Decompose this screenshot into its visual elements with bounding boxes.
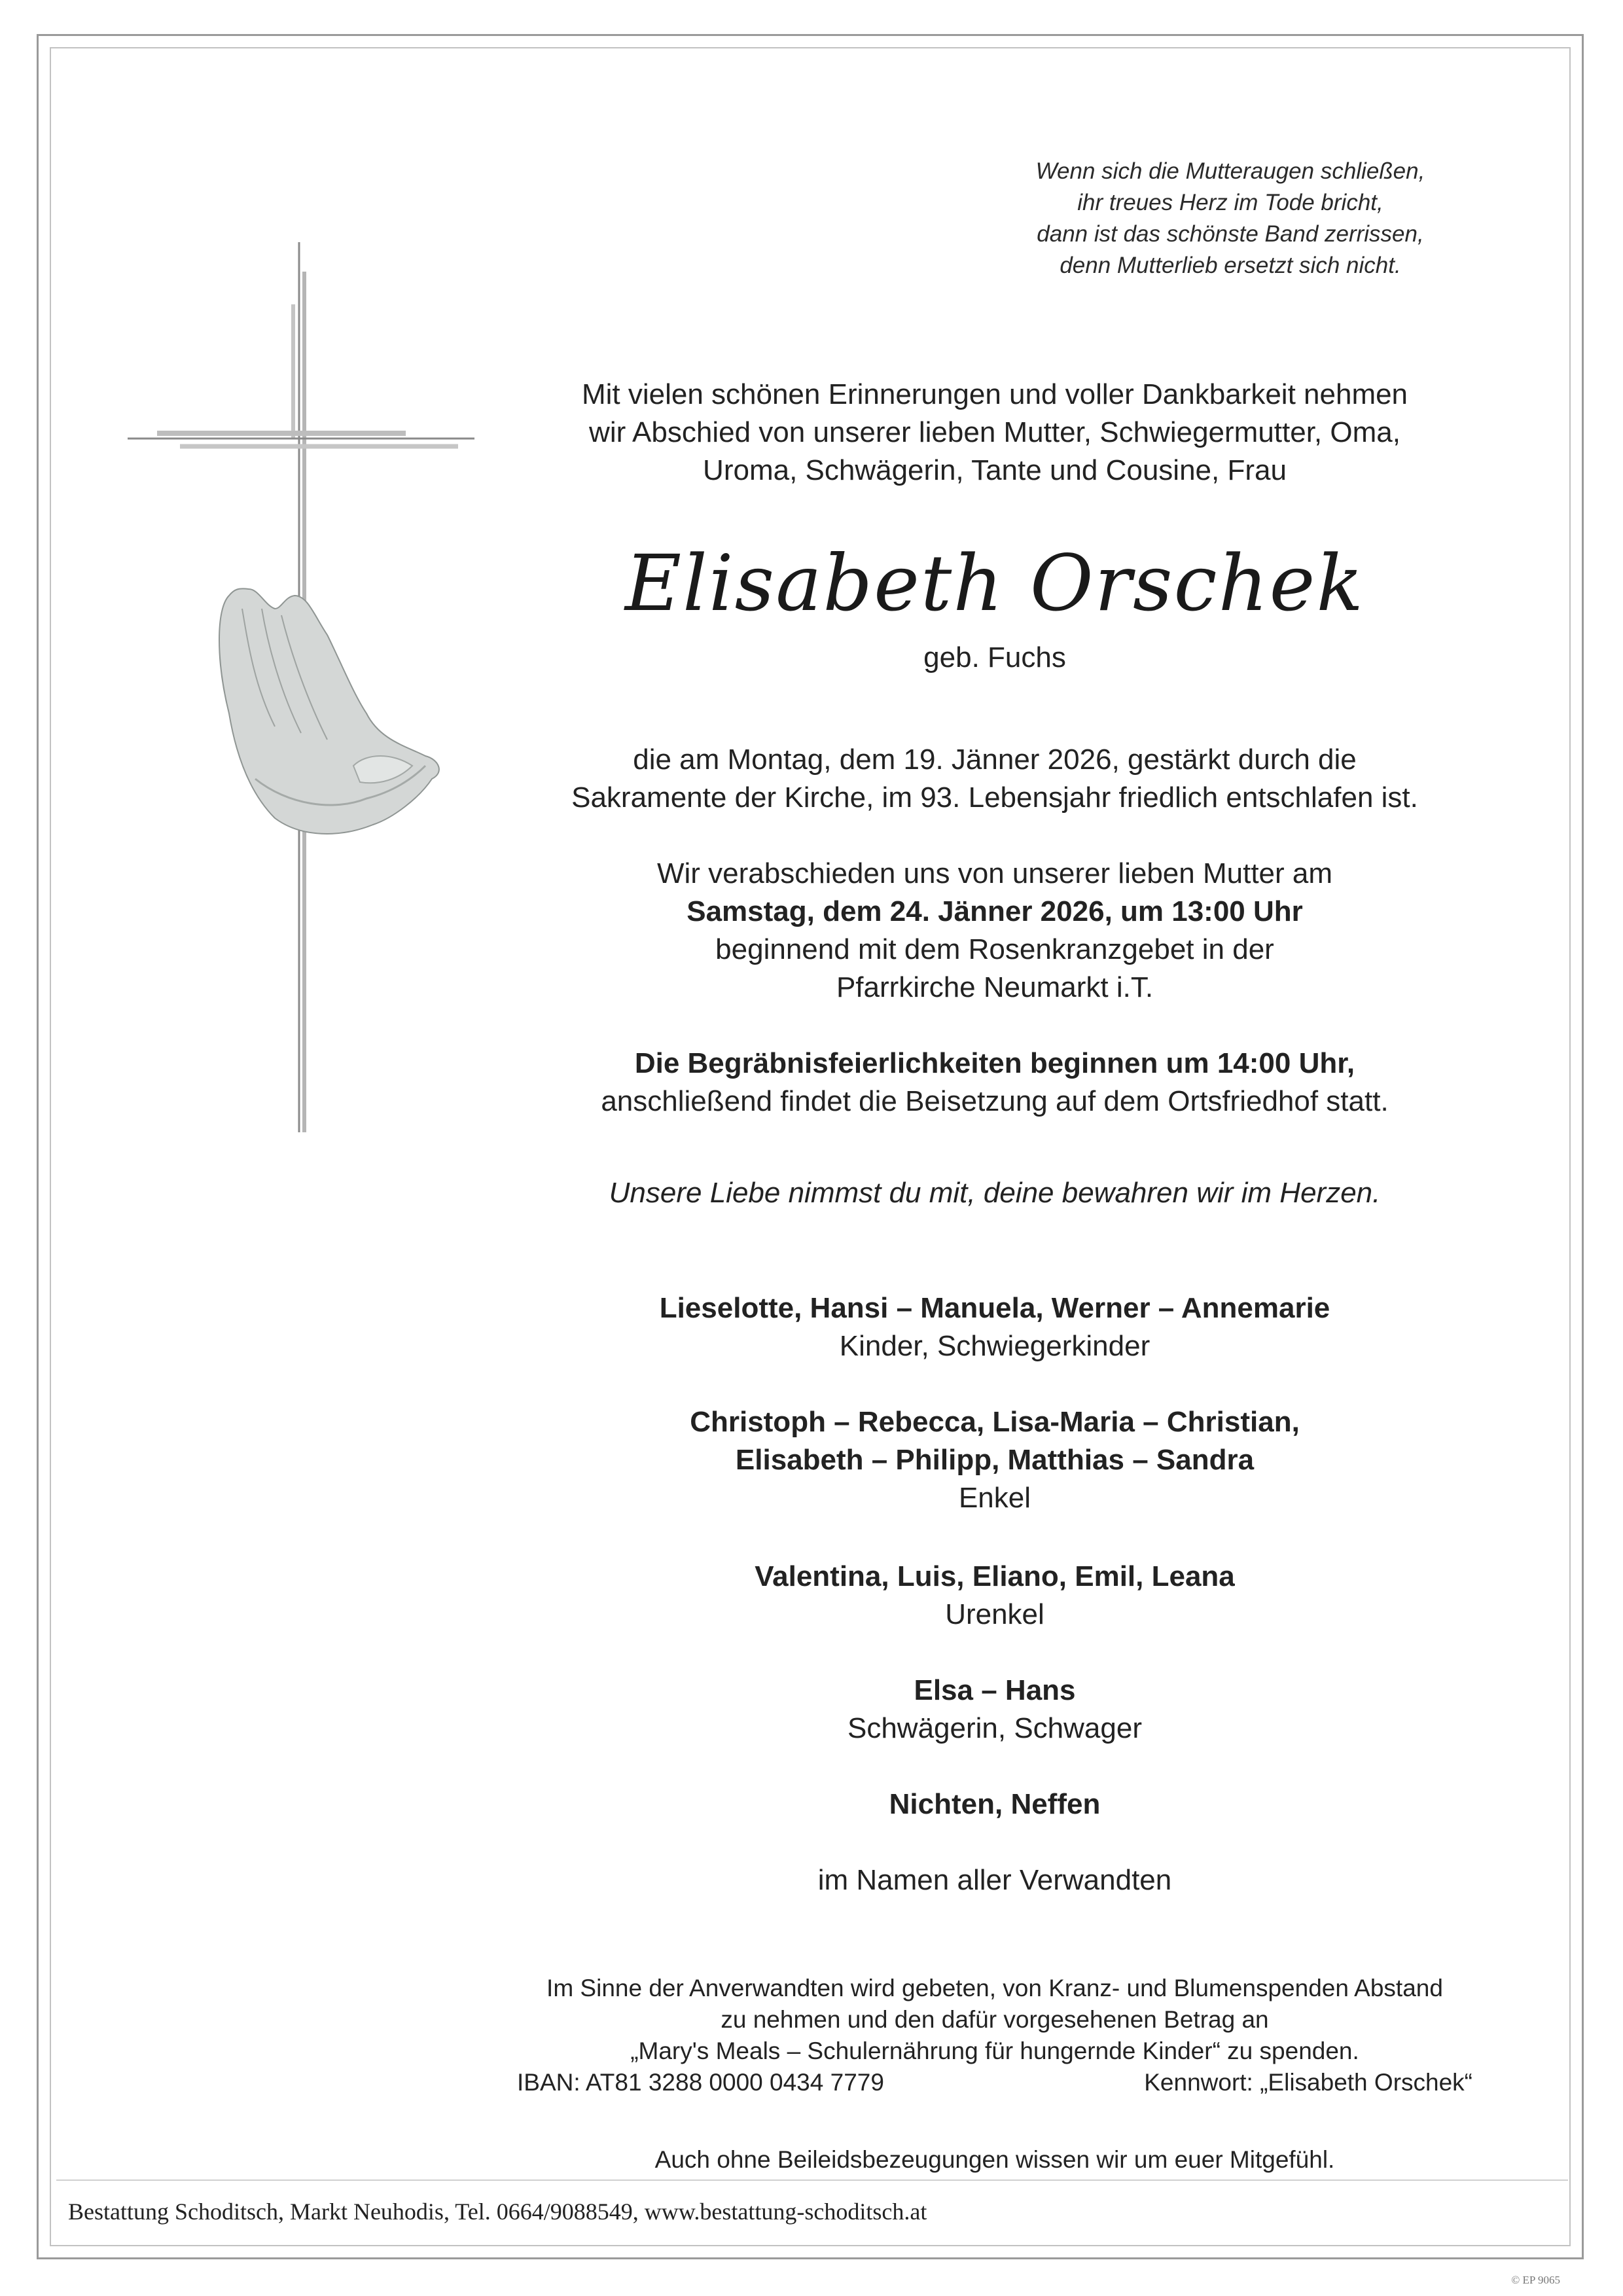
mourner-names: Elisabeth – Philipp, Matthias – Sandra <box>735 1444 1255 1476</box>
donation-bank-row <box>517 2067 1472 2098</box>
motto-line: Wenn sich die Mutteraugen schließen, <box>1035 158 1425 184</box>
farewell-info <box>458 855 1531 1007</box>
mourner-relation: Kinder, Schwiegerkinder <box>839 1330 1150 1362</box>
iban: IBAN: AT81 3288 0000 0434 7779 <box>517 2069 884 2096</box>
donation-line: zu nehmen und den dafür vorgesehenen Betrag an <box>721 2006 1269 2033</box>
donation-note <box>458 1973 1531 2098</box>
mourner-relation: Enkel <box>958 1482 1031 1514</box>
funeral-time: Die Begräbnisfeierlichkeiten beginnen um 14:00 Uhr, <box>634 1047 1355 1079</box>
deceased-name: Elisabeth Orschek <box>625 538 1364 628</box>
closing-quote: Unsere Liebe nimmst du mit, deine bewahren wir im Herzen. <box>609 1177 1381 1209</box>
mourner-relation: Schwägerin, Schwager <box>847 1712 1142 1744</box>
farewell-date: Samstag, dem 24. Jänner 2026, um 13:00 Uhr <box>687 895 1303 927</box>
intro-line: wir Abschied von unserer lieben Mutter, Schwiegermutter, Oma, <box>589 416 1400 448</box>
funeral-info <box>458 1045 1531 1121</box>
intro-text <box>458 376 1531 490</box>
farewell-line: Pfarrkirche Neumarkt i.T. <box>836 971 1154 1003</box>
mourner-group <box>458 1289 1531 1365</box>
cross-icon <box>118 242 484 1139</box>
mourner-group <box>458 1403 1531 1517</box>
form-code: © EP 9065 <box>1511 2274 1560 2286</box>
donation-line: Im Sinne der Anverwandten wird gebeten, von Kranz- und Blumenspenden Abstand <box>546 1975 1443 2001</box>
birth-name: geb. Fuchs <box>923 641 1066 673</box>
farewell-line: beginnend mit dem Rosenkranzgebet in der <box>715 933 1274 965</box>
death-notice-line: Sakramente der Kirche, im 93. Lebensjahr friedlich entschlafen ist. <box>571 781 1418 814</box>
motto-line: dann ist das schönste Band zerrissen, <box>1037 221 1424 247</box>
motto-line: ihr treues Herz im Tode bricht, <box>1077 190 1383 215</box>
footer-divider <box>56 2179 1568 2181</box>
death-notice-line: die am Montag, dem 19. Jänner 2026, gestärkt durch die <box>633 744 1357 776</box>
funeral-line: anschließend findet die Beisetzung auf dem Ortsfriedhof statt. <box>601 1085 1389 1117</box>
condolence-note: Auch ohne Beileidsbezeugungen wissen wir um euer Mitgefühl. <box>654 2146 1335 2173</box>
footer-undertaker: Bestattung Schoditsch, Markt Neuhodis, Tel. 0664/9088549, www.bestattung-schoditsch.at <box>68 2198 927 2225</box>
mourner-names: Valentina, Luis, Eliano, Emil, Leana <box>755 1560 1235 1592</box>
motto-line: denn Mutterlieb ersetzt sich nicht. <box>1060 253 1401 278</box>
mourner-names: Nichten, Neffen <box>889 1788 1101 1820</box>
death-notice <box>458 741 1531 817</box>
donation-line: „Mary's Meals – Schulernährung für hungernde Kinder“ zu spenden. <box>630 2037 1359 2064</box>
donation-keyword: Kennwort: „Elisabeth Orschek“ <box>1144 2069 1472 2096</box>
intro-line: Uroma, Schwägerin, Tante und Cousine, Frau <box>703 454 1287 486</box>
mourner-names: Lieselotte, Hansi – Manuela, Werner – Annemarie <box>659 1292 1330 1324</box>
intro-line: Mit vielen schönen Erinnerungen und voller Dankbarkeit nehmen <box>581 378 1408 410</box>
mourner-group <box>458 1558 1531 1634</box>
all-relatives: im Namen aller Verwandten <box>817 1864 1172 1896</box>
mourner-names: Elsa – Hans <box>914 1674 1076 1706</box>
mourner-group <box>458 1672 1531 1748</box>
mourner-names: Christoph – Rebecca, Lisa-Maria – Christian, <box>690 1406 1300 1438</box>
farewell-line: Wir verabschieden uns von unserer lieben Mutter am <box>656 857 1333 889</box>
mourner-relation: Urenkel <box>945 1598 1044 1630</box>
motto-verse <box>916 156 1544 281</box>
praying-hands-icon <box>219 588 439 834</box>
